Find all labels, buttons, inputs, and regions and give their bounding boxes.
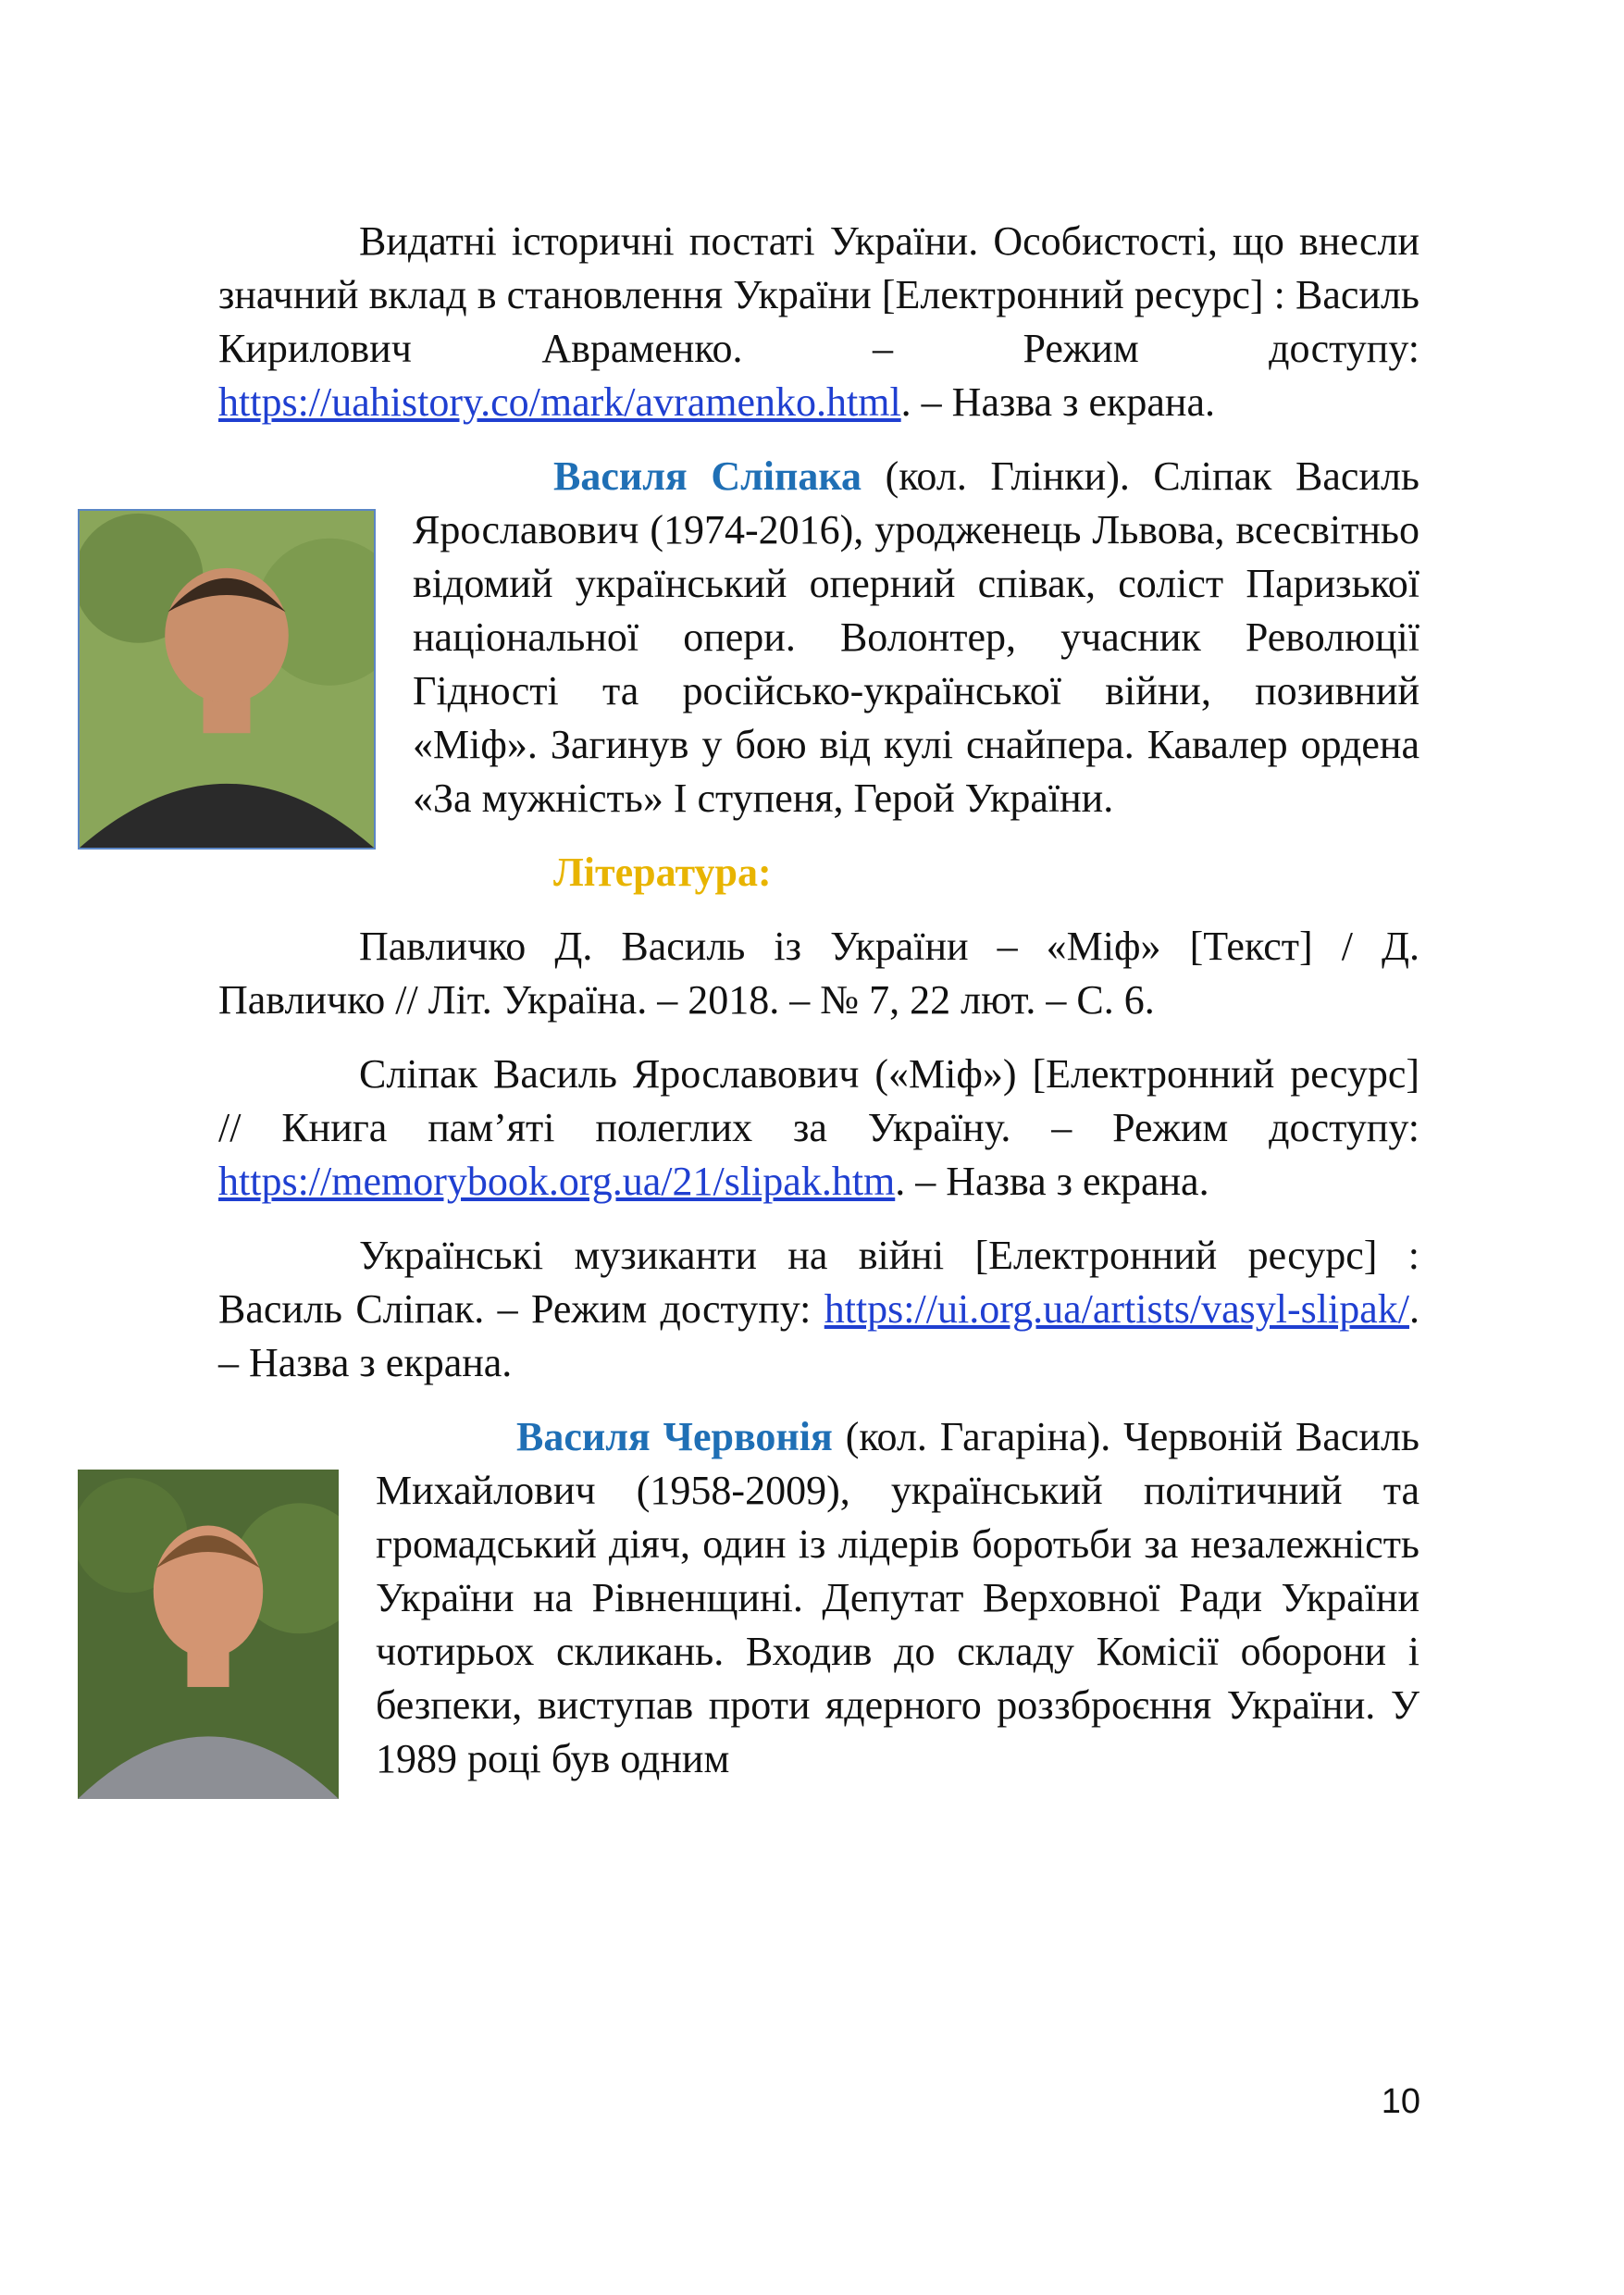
- entry-chervoniy: Василя Червонія (кол. Гагаріна). Червоній Василь Михайлович (1958-2009), український політичний та громадський діяч, один із лідерів боротьби за незалежність України на Рівненщині. Депутат Верховної Ради України чотирьох скликань. Входив до складу Комісії оборони і безпеки, виступав проти ядерного роззброєння України. У 1989 році був одним: [218, 1410, 1419, 1786]
- literature-ref-2: Сліпак Василь Ярославович («Міф») [Електронний ресурс] // Книга пам’яті полеглих за Україну. – Режим доступу: https://memorybook.org.ua/21/slipak.htm. – Назва з екрана.: [218, 1051, 1419, 1204]
- page-number: 10: [1381, 2082, 1420, 2121]
- entry-avramenko-reference: Видатні історичні постаті України. Особистості, що внесли значний вклад в становлення України [Електронний ресурс] : Василь Кирилович Авраменко. – Режим доступу: https://uahistory.co/mark/avramenko.html. – Назва з екрана.: [218, 218, 1419, 425]
- literature-ref-1: Павличко Д. Василь із України – «Міф» [Текст] / Д. Павличко // Літ. Україна. – 2018. – № 7, 22 лют. – С. 6.: [218, 924, 1419, 1023]
- page-content: [218, 215, 1419, 1803]
- entry-slipak: Василя Сліпака (кол. Глінки). Сліпак Василь Ярославович (1974-2016), уродженець Львова, всесвітньо відомий український оперний співак, соліст Паризької національної опери. Волонтер, учасник Революції Гідності та російсько-української війни, позивний «Міф». Загинув у бою від кулі снайпера. Кавалер ордена «За мужність» І ступеня, Герой України.: [218, 450, 1419, 825]
- literature-ref-3: Українські музиканти на війні [Електронний ресурс] : Василь Сліпак. – Режим доступу: https://ui.org.ua/artists/vasyl-slipak/. – Назва з екрана.: [218, 1233, 1419, 1385]
- chervoniy-name: Василя Червонія: [516, 1414, 833, 1459]
- slipak-portrait: [78, 509, 376, 850]
- literature-heading: Література:: [553, 850, 772, 895]
- memorybook-link[interactable]: https://memorybook.org.ua/21/slipak.htm: [218, 1159, 896, 1204]
- avramenko-link[interactable]: https://uahistory.co/mark/avramenko.html: [218, 379, 901, 425]
- chervoniy-portrait: [78, 1470, 339, 1799]
- ui-org-link[interactable]: https://ui.org.ua/artists/vasyl-slipak/: [824, 1286, 1409, 1332]
- slipak-name: Василя Сліпака: [553, 453, 862, 499]
